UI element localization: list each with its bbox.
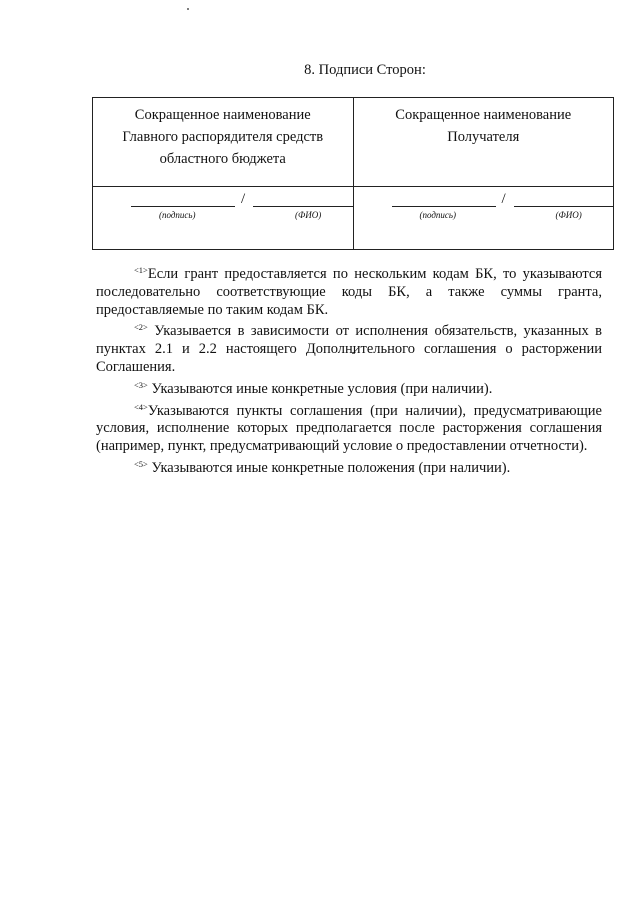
signature-caption: (подпись) [419, 210, 457, 220]
slash-separator: / [241, 191, 246, 207]
footnote-marker: <3> [134, 379, 148, 390]
footnote [96, 456, 602, 478]
footnote [96, 399, 602, 456]
left-header-line: областного бюджета [159, 151, 286, 167]
fio-caption: (ФИО) [555, 210, 582, 220]
footnote-text: Указываются иные конкретные положения (при наличии). [147, 459, 511, 476]
footnote-text: Указывается в зависимости от исполнения обязательств, указанных в пунктах 2.1 и 2.2 настоящего Дополнительного соглашения о расторжении Соглашения. [96, 323, 602, 375]
right-party-header [353, 98, 614, 187]
signature-caption: (подпись) [159, 210, 196, 220]
footnote-text: Указываются иные конкретные условия (при наличии). [147, 380, 493, 397]
footnote-marker: <4> [134, 401, 148, 412]
signature-line [131, 205, 235, 207]
left-header-line: Главного распорядителя средств [122, 129, 324, 145]
left-party-header [93, 98, 354, 187]
signatures-table [92, 97, 614, 250]
footnote-text: Указываются пункты соглашения (при наличии), предусматривающие условия, исполнение которых предполагается после расторжения соглашения (например, пункт, предусматривающий условие о предоставлении отчетности). [96, 402, 602, 455]
footnote [96, 377, 602, 399]
section-title: 8. Подписи Сторон: [304, 62, 426, 78]
left-header-line: Сокращенное наименование [134, 107, 311, 123]
signature-line [392, 205, 496, 207]
fio-line [514, 205, 614, 207]
footnote [96, 319, 602, 376]
fio-line [253, 205, 353, 207]
footnote-marker: <1> [134, 265, 148, 275]
left-signature-cell [93, 187, 354, 250]
footnote-marker: <5> [134, 458, 148, 469]
fio-caption: (ФИО) [295, 210, 322, 220]
right-signature-cell [353, 187, 614, 250]
footnote-marker: <2> [134, 322, 148, 333]
footnotes [96, 262, 602, 478]
footnote-text: Если грант предоставляется по нескольким кодам БК, то указываются последовательно соответствующие коды БК, а также суммы гранта, предоставляемые по таким кодам БК. [96, 266, 602, 318]
scan-speck [187, 8, 189, 10]
right-header-line: Сокращенное наименование [395, 107, 572, 123]
right-header-line: Получателя [447, 129, 520, 145]
slash-separator: / [501, 191, 506, 207]
footnote [96, 262, 602, 319]
